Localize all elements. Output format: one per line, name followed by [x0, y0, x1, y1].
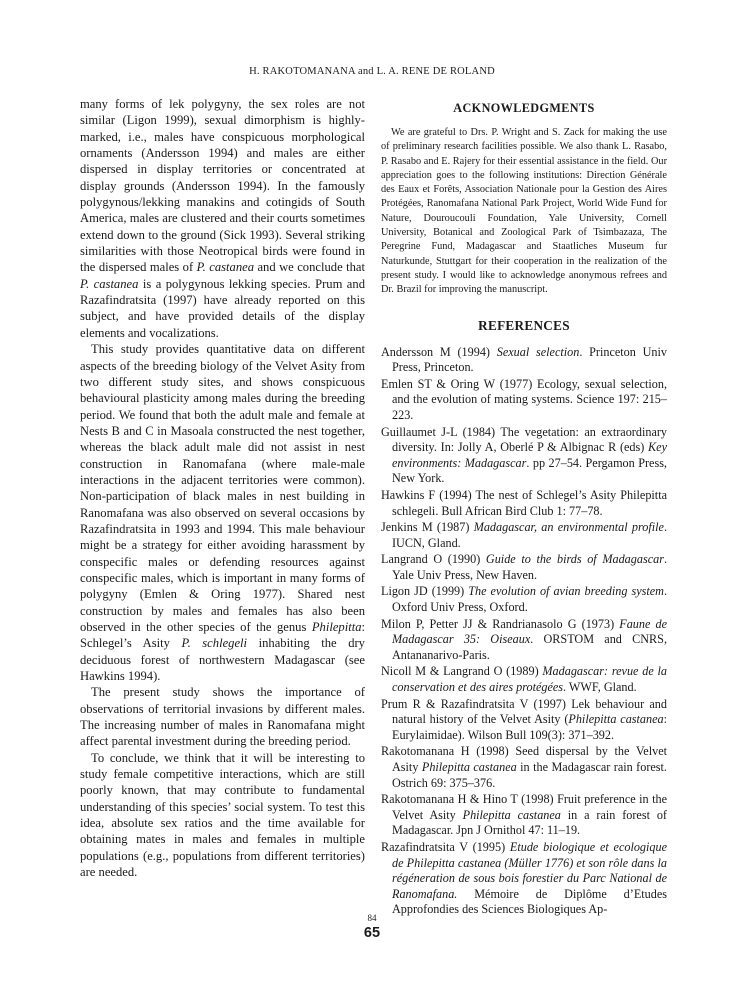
right-column [381, 96, 667, 919]
paragraph-4: To conclude, we think that it will be interesting to study female competitive interactions, which are still poorly known, that may contribute to fundamental understanding of this species’ social system. To test this idea, absolute sex ratios and the time available for obtaining mates in males and females in multiple populations (e.g., populations from different territories) are needed. [80, 750, 365, 880]
paragraph-2: This study provides quantitative data on different aspects of the breeding biology of the Velvet Asity from two different study sites, and shows conspicuous behavioural plasticity among males during the breeding period. We found that both the adult male and female at Nests B and C in Masoala constructed the nest together, whereas the black adult male did not assist in nest construction in Ranomafana (where male-male interactions in the adjacent territories were common). Non-participation of black males in nest building in Ranomafana was also observed on several occasions by Razafindratsita in 1993 and 1994. This male behaviour might be a strategy for either avoiding harassment by conspecific males or defending resources against conspecific males, which is important in many forms of polygyny (Emlen & Oring 1977). Shared nest construction by males and females has also been observed in the other species of the genus Philepitta: Schlegel’s Asity P. schlegeli inhabiting the dry deciduous forest of northwestern Madagascar (see Hawkins 1994). [80, 342, 365, 684]
reference-entry: Andersson M (1994) Sexual selection. Princeton Univ Press, Princeton. [381, 344, 667, 375]
reference-entry: Jenkins M (1987) Madagascar, an environmental profile. IUCN, Gland. [381, 520, 667, 550]
reference-entry: Razafindratsita V (1995) Etude biologique et ecologique de Philepitta castanea (Müller 1776) et son rôle dans la régéneration de sous bois forestier du Parc National de Ranomafana. Mémoire de Diplôme d’Etudes Approfondies des Sciences Biologiques Ap- [381, 839, 668, 917]
folio-number: 65 [363, 925, 381, 941]
reference-entry: Hawkins F (1994) The nest of Schlegel’s Asity Philepitta schlegeli. Bull African Bird Club 1: 77–78. [381, 487, 667, 518]
reference-entry: Milon P, Petter JJ & Randrianasolo G (1973) Faune de Madagascar 35: Oiseaux. ORSTOM and CNRS, Antananarivo-Paris. [381, 616, 667, 662]
reference-list [381, 345, 667, 918]
reference-entry: Emlen ST & Oring W (1977) Ecology, sexual selection, and the evolution of mating systems. Science 197: 215–223. [381, 376, 667, 422]
paragraph-3: The present study shows the importance of observations of territorial invasions by different males. The increasing number of males in Ranomafana might affect parental investment during the breeding period. [80, 685, 365, 749]
reference-entry: Ligon JD (1999) The evolution of avian breeding system. Oxford Univ Press, Oxford. [381, 584, 667, 615]
left-column [80, 96, 365, 881]
reference-entry: Rakotomanana H & Hino T (1998) Fruit preference in the Velvet Asity Philepitta castanea in a rain forest of Madagascar. Jpn J Ornithol 47: 11–19. [381, 792, 667, 838]
reference-entry: Langrand O (1990) Guide to the birds of Madagascar. Yale Univ Press, New Haven. [381, 552, 667, 582]
reference-entry: Prum R & Razafindratsita V (1997) Lek behaviour and natural history of the Velvet Asity (Philepitta castanea: Eurylaimidae). Wilson Bull 109(3): 371–392. [381, 696, 667, 742]
acknowledgments-heading: ACKNOWLEDGMENTS [453, 101, 595, 115]
reference-entry: Nicoll M & Langrand O (1989) Madagascar: revue de la conservation et des aires protégées. WWF, Gland. [381, 664, 667, 695]
page-number: 84 [367, 913, 377, 923]
reference-entry: Rakotomanana H (1998) Seed dispersal by the Velvet Asity Philepitta castanea in the Madagascar rain forest. Ostrich 69: 375–376. [381, 744, 667, 790]
running-head: H. RAKOTOMANANA and L. A. RENE DE ROLAND [249, 66, 495, 77]
references-heading: REFERENCES [478, 317, 570, 333]
reference-entry: Guillaumet J-L (1984) The vegetation: an extraordinary diversity. In: Jolly A, Oberlé P & Albignac R (eds) Key environments: Madagascar. pp 27–54. Pergamon Press, New York. [381, 424, 667, 486]
paragraph-1: many forms of lek polygyny, the sex roles are not similar (Ligon 1999), sexual dimorphism is highly-marked, i.e., males have conspicuous morphological ornaments (Andersson 1994) and males are either dispersed in display territories or concentrated at display grounds (Andersson 1994). In the famously polygynous/lekking manakins and cotingids of South America, males are clustered and their courts sometimes extend down to the ground (Sick 1993). Several striking similarities with those Neotropical birds were found in the dispersed males of P. castanea and we conclude that P. castanea is a polygynous lekking species. Prum and Razafindratsita (1997) have already reported on this subject, and have provided details of the display elements and vocalizations. [80, 97, 365, 340]
acknowledgments-text: We are grateful to Drs. P. Wright and S. Zack for making the use of preliminary research facilities possible. We also thank L. Rasabo, P. Rasabo and E. Rajery for their essential assistance in the field. Our appreciation goes to the following institutions: Direction Générale des Eaux et Forêts, Association Nationale pour la Gestion des Aires Protégées, Ranomafana National Park Project, World Wide Fund for Nature, Douroucouli Foundation, Yale University, Cornell University, Botanical and Zoological Park of Tsimbazaza, The Peregrine Fund, Madagascar and Staatliches Museum fur Naturkunde, Stuttgart for their cooperation in the realization of the present study. I would like to acknowledge anonymous refrees and Dr. Brazil for improving the manuscript. [381, 127, 667, 296]
